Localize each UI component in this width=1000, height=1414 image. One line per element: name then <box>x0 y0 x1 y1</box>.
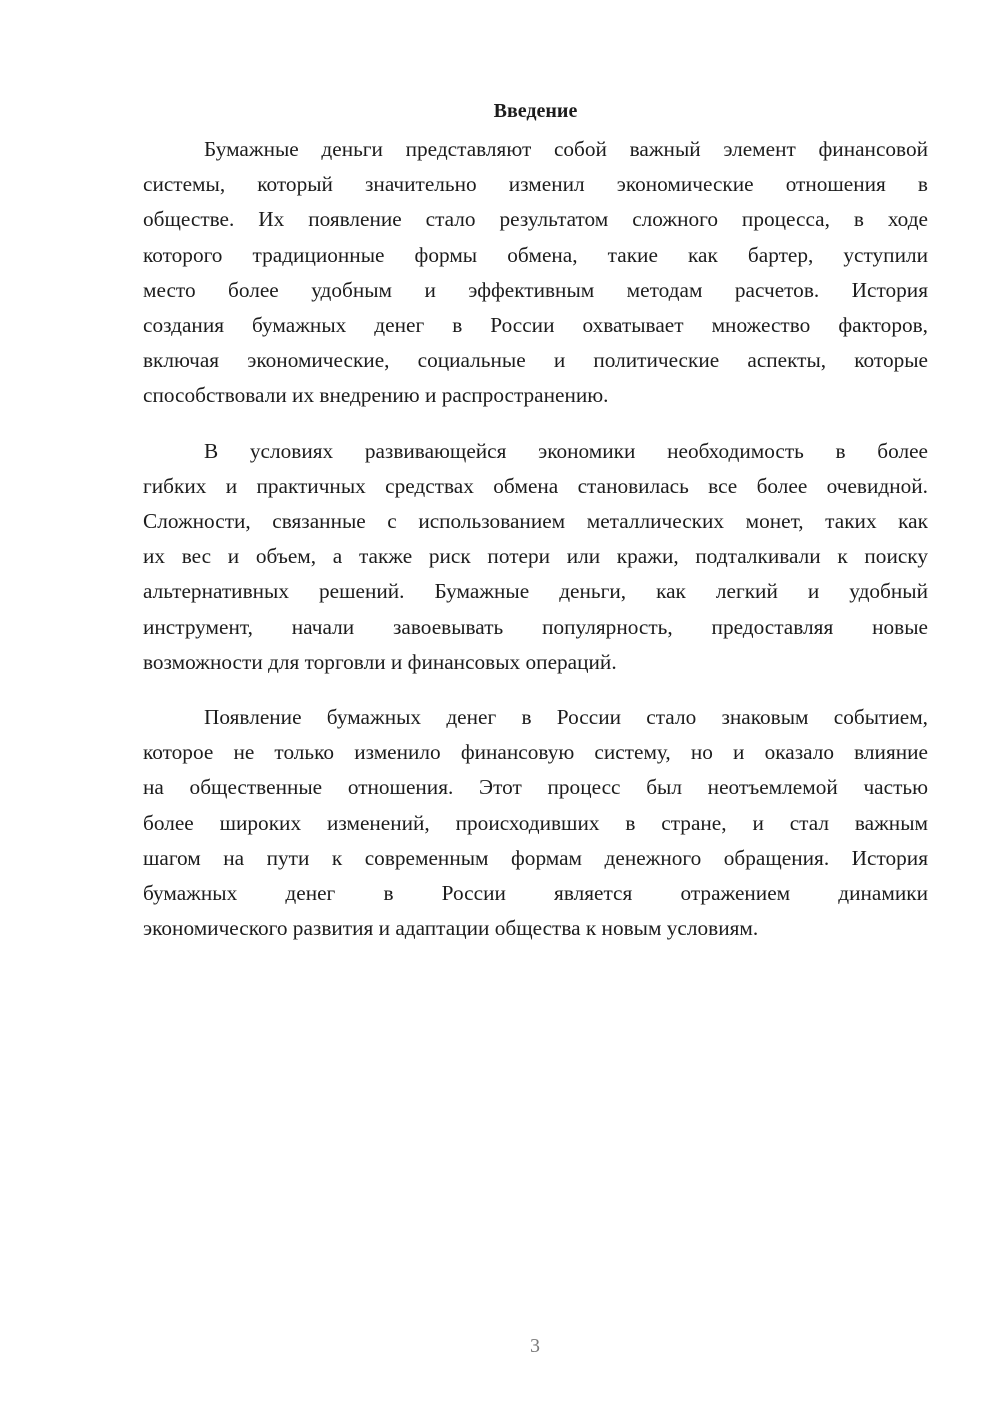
page-number: 3 <box>530 1335 540 1357</box>
text-line: экономического развития и адаптации общества к новым условиям. <box>143 916 759 941</box>
text-line: которого традиционные формы обмена, такие как бартер, уступили <box>143 242 928 267</box>
paragraph <box>143 434 928 680</box>
text-line: Сложности, связанные с использованием металлических монет, таких как <box>143 509 928 534</box>
text-line: гибких и практичных средствах обмена становилась все более очевидной. <box>143 473 928 498</box>
text-line: Появление бумажных денег в России стало знаковым событием, <box>204 705 928 730</box>
text-line: бумажных денег в России является отражением динамики <box>143 881 928 906</box>
text-line: альтернативных решений. Бумажные деньги, как легкий и удобный <box>143 579 928 604</box>
text-line: Бумажные деньги представляют собой важный элемент финансовой <box>204 137 928 161</box>
text-line: их вес и объем, а также риск потери или кражи, подталкивали к поиску <box>143 544 928 569</box>
text-line: место более удобным и эффективным методам расчетов. История <box>143 277 928 302</box>
text-line: обществе. Их появление стало результатом сложного процесса, в ходе <box>143 207 928 232</box>
text-line: на общественные отношения. Этот процесс был неотъемлемой частью <box>143 775 928 800</box>
text-line: создания бумажных денег в России охватывает множество факторов, <box>143 313 928 338</box>
text-line: более широких изменений, происходивших в стране, и стал важным <box>143 810 928 835</box>
text-line: включая экономические, социальные и политические аспекты, которые <box>143 348 928 373</box>
text-line: системы, который значительно изменил экономические отношения в <box>143 172 928 197</box>
text-line: возможности для торговли и финансовых операций. <box>143 649 617 674</box>
section-heading: Введение <box>493 100 578 122</box>
text-line: инструмент, начали завоевывать популярность, предоставляя новые <box>143 614 928 639</box>
paragraph <box>143 132 928 414</box>
page-content <box>143 97 928 966</box>
text-line: способствовали их внедрению и распространению. <box>143 383 609 408</box>
text-line: В условиях развивающейся экономики необходимость в более <box>204 438 928 463</box>
paragraph <box>143 700 928 946</box>
text-line: шагом на пути к современным формам денежного обращения. История <box>143 845 928 870</box>
text-line: которое не только изменило финансовую систему, но и оказало влияние <box>143 740 928 765</box>
